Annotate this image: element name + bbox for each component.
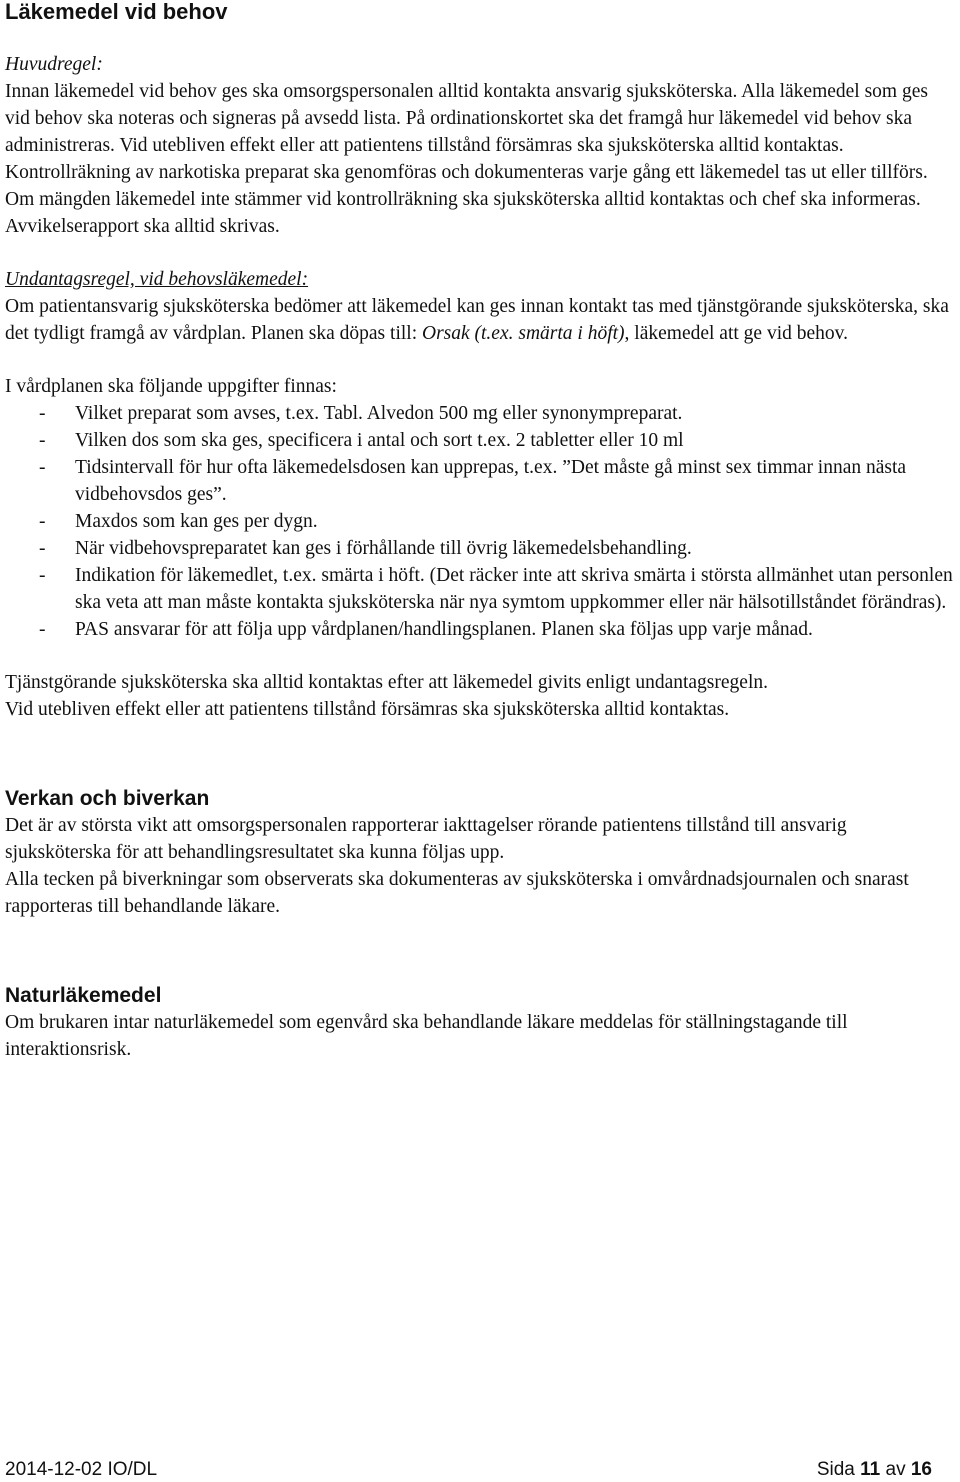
exception-section (5, 266, 955, 347)
page-footer (5, 1459, 932, 1481)
exception-plan-name: Orsak (t.ex. smärta i höft) (421, 323, 625, 344)
care-plan-intro: I vårdplanen ska följande uppgifter finnas: (5, 376, 337, 397)
list-item (5, 535, 955, 562)
main-rule-heading: Huvudregel: (5, 54, 103, 75)
dash-marker: - (39, 430, 46, 451)
closing-line-2: Vid utebliven effekt eller att patientens tillstånd försämras ska sjuksköterska alltid kontaktas. (5, 699, 730, 720)
care-plan-list (5, 400, 955, 643)
natural-medicine-section (5, 982, 955, 1063)
dash-marker: - (39, 565, 46, 586)
dash-marker: - (39, 619, 46, 640)
effects-paragraph-2: Alla tecken på biverkningar som observerats ska dokumenteras av sjuksköterska i omvårdnadsjournalen och snarast rapporteras till behandlande läkare. (5, 869, 909, 917)
exception-text-before: Om patientansvarig sjuksköterska bedömer att läkemedel kan ges innan kontakt tas med tjänstgörande sjuksköterska, ska det tydligt framgå av vårdplan. Planen ska döpas till: (5, 296, 949, 344)
effects-heading: Verkan och biverkan (5, 787, 210, 810)
dash-marker: - (39, 511, 46, 532)
exception-heading: Undantagsregel, vid behovsläkemedel: (5, 269, 309, 290)
main-rule-section (5, 51, 955, 240)
document-page (5, 0, 955, 1063)
dash-marker: - (39, 538, 46, 559)
list-item (5, 427, 955, 454)
current-page: 11 (860, 1459, 881, 1480)
main-rule-paragraph: Innan läkemedel vid behov ges ska omsorgspersonalen alltid kontakta ansvarig sjuksköterska. Alla läkemedel som ges vid behov ska noteras och signeras på avsedd lista. På ordinationskortet ska det framgå hur läkemedel vid behov ska administreras. Vid utebliven effekt eller att patientens tillstånd försämras ska sjuksköterska alltid kontaktas. Kontrollräkning av narkotiska preparat ska genomföras och dokumenteras varje gång ett läkemedel tas ut eller tillförs. Om mängden läkemedel inte stämmer vid kontrollräkning ska sjuksköterska alltid kontaktas och chef ska informeras. Avvikelserapport ska alltid skrivas. (5, 81, 928, 237)
list-item-text: Indikation för läkemedlet, t.ex. smärta i höft. (Det räcker inte att skriva smärta i största allmänhet utan personlen ska veta att man måste kontakta sjuksköterska när nya symtom uppkommer eller när hälsotillståndet förändras). (75, 565, 953, 613)
page-title: Läkemedel vid behov (5, 0, 228, 24)
dash-marker: - (39, 457, 46, 478)
list-item-text: Vilket preparat som avses, t.ex. Tabl. Alvedon 500 mg eller synonympreparat. (75, 403, 683, 424)
closing-section (5, 669, 955, 723)
total-pages: 16 (910, 1459, 932, 1480)
closing-line-1: Tjänstgörande sjuksköterska ska alltid kontaktas efter att läkemedel givits enligt undantagsregeln. (5, 672, 768, 693)
list-item-text: Maxdos som kan ges per dygn. (75, 511, 318, 532)
list-item-text: PAS ansvarar för att följa upp vårdplanen/handlingsplanen. Planen ska följas upp varje månad. (75, 619, 813, 640)
footer-date-author: 2014-12-02 IO/DL (5, 1459, 158, 1480)
list-item-text: Vilken dos som ska ges, specificera i antal och sort t.ex. 2 tabletter eller 10 ml (75, 430, 684, 451)
effects-section (5, 785, 955, 920)
care-plan-section (5, 373, 955, 643)
page-prefix: Sida (816, 1459, 855, 1480)
dash-marker: - (39, 403, 46, 424)
page-middle: av (885, 1459, 906, 1480)
effects-paragraph-1: Det är av största vikt att omsorgspersonalen rapporterar iakttagelser rörande patientens tillstånd till ansvarig sjuksköterska för att behandlingsresultatet ska kunna följas upp. (5, 815, 847, 863)
natural-medicine-paragraph: Om brukaren intar naturläkemedel som egenvård ska behandlande läkare meddelas för ställningstagande till interaktionsrisk. (5, 1012, 848, 1060)
list-item-text: Tidsintervall för hur ofta läkemedelsdosen kan upprepas, t.ex. ”Det måste gå minst sex timmar innan nästa vidbehovsdos ges”. (75, 457, 907, 505)
list-item (5, 508, 955, 535)
exception-text-after: , läkemedel att ge vid behov. (624, 323, 848, 344)
list-item (5, 454, 955, 508)
list-item (5, 400, 955, 427)
list-item (5, 616, 955, 643)
list-item-text: När vidbehovspreparatet kan ges i förhållande till övrig läkemedelsbehandling. (75, 538, 692, 559)
exception-paragraph (5, 293, 955, 347)
page-number (817, 1459, 932, 1481)
list-item (5, 562, 955, 616)
natural-medicine-heading: Naturläkemedel (5, 984, 162, 1007)
